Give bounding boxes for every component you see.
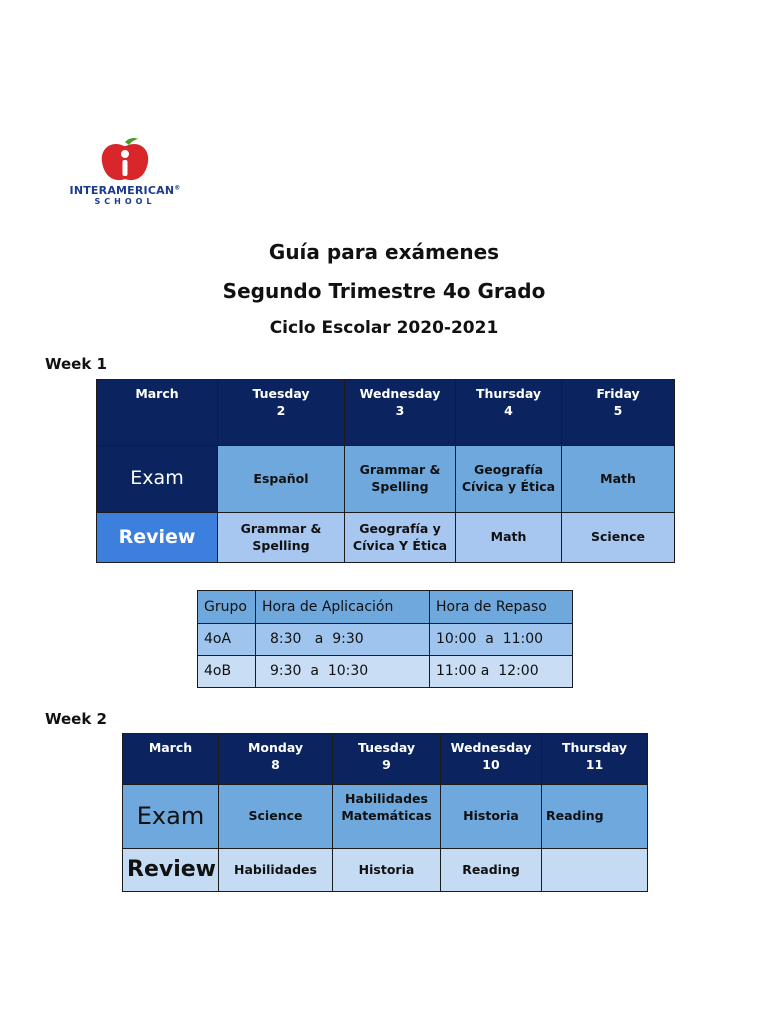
week1-review-cell: Geografía y Cívica Y Ética (345, 513, 456, 563)
week2-review-cell (542, 849, 648, 892)
week2-exam-cell: Habilidades Matemáticas (333, 785, 441, 849)
week1-exam-cell: Español (218, 446, 345, 513)
week1-exam-cell: Math (562, 446, 675, 513)
week-1-label: Week 1 (45, 355, 107, 373)
week1-header-day: Tuesday 2 (218, 380, 345, 446)
group-header: Grupo (198, 591, 256, 624)
school-logo (66, 136, 184, 210)
group-cell: 11:00 a 12:00 (430, 656, 573, 688)
week2-review-cell: Historia (333, 849, 441, 892)
group-cell: 9:30 a 10:30 (256, 656, 430, 688)
week1-review-cell: Grammar & Spelling (218, 513, 345, 563)
week1-review-cell: Science (562, 513, 675, 563)
group-schedule-table (197, 590, 573, 688)
group-cell: 4oB (198, 656, 256, 688)
group-header: Hora de Aplicación (256, 591, 430, 624)
apple-logo-icon (96, 136, 154, 184)
week1-header-day: Wednesday 3 (345, 380, 456, 446)
week2-review-cell: Habilidades (219, 849, 333, 892)
week1-exam-cell: Geografía Cívica y Ética (456, 446, 562, 513)
week-1-table (96, 379, 675, 563)
group-header: Hora de Repaso (430, 591, 573, 624)
week1-header-month: March (97, 380, 218, 446)
week1-review-label: Review (97, 513, 218, 563)
group-cell: 4oA (198, 624, 256, 656)
week2-review-label: Review (123, 849, 219, 892)
week1-exam-label: Exam (97, 446, 218, 513)
week2-exam-cell: Science (219, 785, 333, 849)
week2-header-day: Tuesday 9 (333, 734, 441, 785)
week2-review-cell: Reading (441, 849, 542, 892)
week2-header-day: Thursday 11 (542, 734, 648, 785)
week2-exam-label: Exam (123, 785, 219, 849)
week-2-label: Week 2 (45, 710, 107, 728)
group-cell: 8:30 a 9:30 (256, 624, 430, 656)
week2-exam-cell: Reading (542, 785, 648, 849)
week2-header-month: March (123, 734, 219, 785)
logo-subtitle: SCHOOL (94, 197, 156, 206)
page-title: Guía para exámenes (268, 240, 500, 264)
logo-wordmark: INTERAMERICAN® (69, 184, 181, 197)
page-subtitle: Segundo Trimestre 4o Grado (222, 279, 546, 303)
week1-header-day: Thursday 4 (456, 380, 562, 446)
week-2-table (122, 733, 648, 892)
group-cell: 10:00 a 11:00 (430, 624, 573, 656)
week2-exam-cell: Historia (441, 785, 542, 849)
week1-exam-cell: Grammar & Spelling (345, 446, 456, 513)
school-year: Ciclo Escolar 2020-2021 (269, 318, 499, 338)
week2-header-day: Monday 8 (219, 734, 333, 785)
week2-header-day: Wednesday 10 (441, 734, 542, 785)
week1-header-day: Friday 5 (562, 380, 675, 446)
week1-review-cell: Math (456, 513, 562, 563)
